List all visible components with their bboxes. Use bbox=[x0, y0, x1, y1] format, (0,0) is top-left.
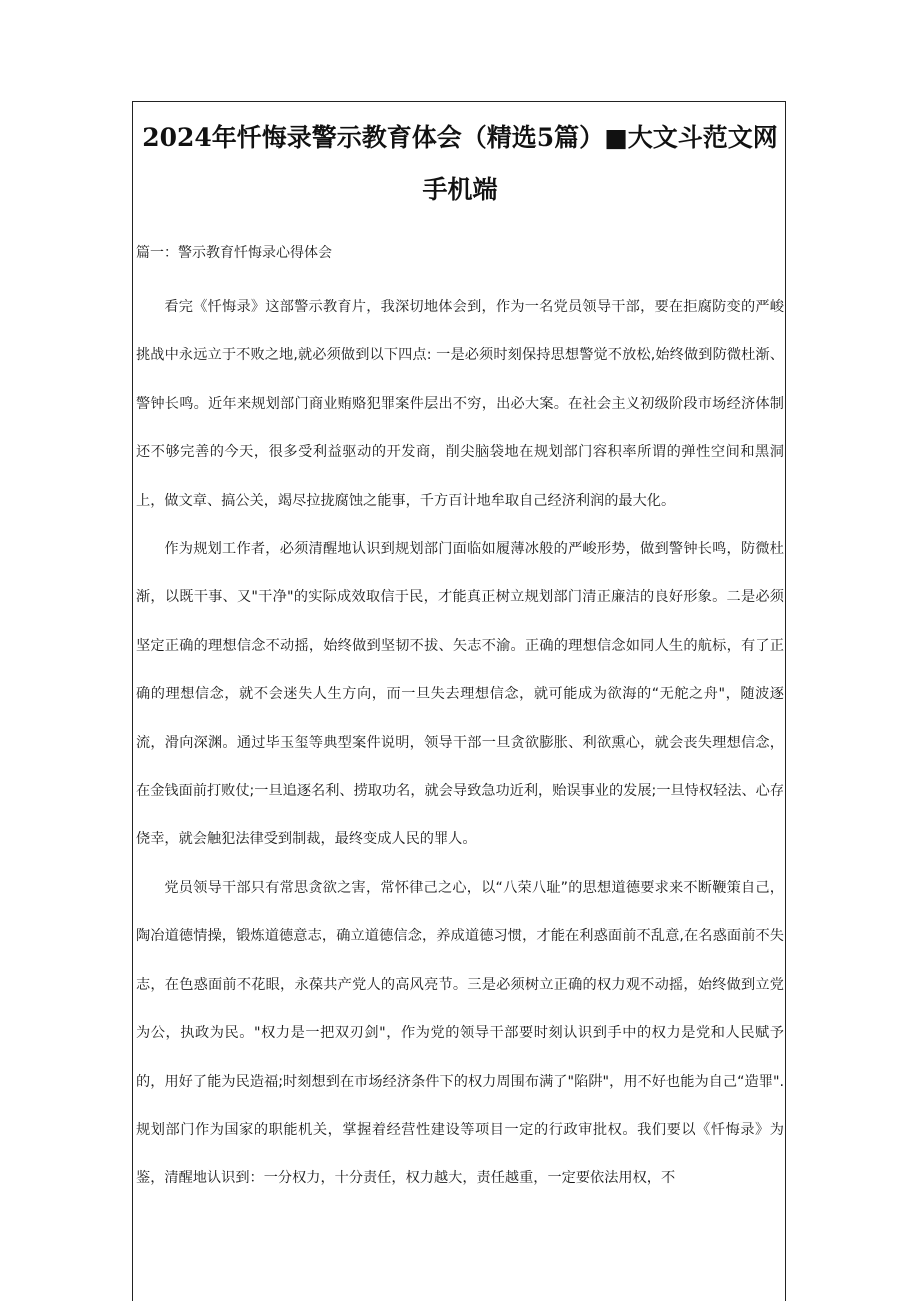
paragraph: 党员领导干部只有常思贪欲之害，常怀律己之心，以“八荣八耻”的思想道德要求来不断鞭策自己，陶冶道德情操，锻炼道德意志，确立道德信念，养成道德习惯，才能在利惑面前不乱意,在名惑面前不失志，在色惑面前不花眼，永葆共产党人的高风亮节。三是必须树立正确的权力观不动摇，始终做到立党为公，执政为民。"权力是一把双刃剑"，作为党的领导干部要时刻认识到手中的权力是党和人民赋予的，用好了能为民造福;时刻想到在市场经济条件下的权力周围布满了"陷阱"，用不好也能为自己“造罪".规划部门作为国家的职能机关，掌握着经营性建设等项目一定的行政审批权。我们要以《忏悔录》为鉴，清醒地认识到：一分权力，十分责任，权力越大，责任越重，一定要依法用权，不 bbox=[136, 879, 784, 1187]
paragraph: 作为规划工作者，必须清醒地认识到规划部门面临如履薄冰般的严峻形势，做到警钟长鸣，防微杜渐，以既干事、又"干净"的实际成效取信于民，才能真正树立规划部门清正廉洁的良好形象。二是必须坚定正确的理想信念不动摇，始终做到坚韧不拔、矢志不渝。正确的理想信念如同人生的航标，有了正确的理想信念，就不会迷失人生方向，而一旦失去理想信念，就可能成为欲海的“无舵之舟"，随波逐流，滑向深渊。通过毕玉玺等典型案件说明，领导干部一旦贪欲膨胀、利欲熏心，就会丧失理想信念，在金钱面前打败仗;一旦追逐名利、捞取功名，就会导致急功近利，贻误事业的发展;一旦恃权轻法、心存侥幸，就会触犯法律受到制裁，最终变成人民的罪人。 bbox=[136, 541, 785, 848]
document-body bbox=[136, 283, 784, 1203]
document-title: 2024年忏悔录警示教育体会（精选5篇）■大文斗范文网手机端 bbox=[142, 123, 778, 204]
section-heading: 篇一：警示教育忏悔录心得体会 bbox=[136, 245, 332, 261]
paragraph: 看完《忏悔录》这部警示教育片，我深切地体会到，作为一名党员领导干部，要在拒腐防变的严峻挑战中永远立于不败之地,就必须做到以下四点: 一是必须时刻保持思想警觉不放松,始终做到防微杜渐、警钟长鸣。近年来规划部门商业贿赂犯罪案件层出不穷，出必大案。在社会主义初级阶段市场经济体制还不够完善的今天，很多受利益驱动的开发商，削尖脑袋地在规划部门容积率所谓的弹性空间和黑洞上，做文章、搞公关，竭尽拉拢腐蚀之能事，千方百计地牟取自己经济利润的最大化。 bbox=[136, 299, 784, 509]
